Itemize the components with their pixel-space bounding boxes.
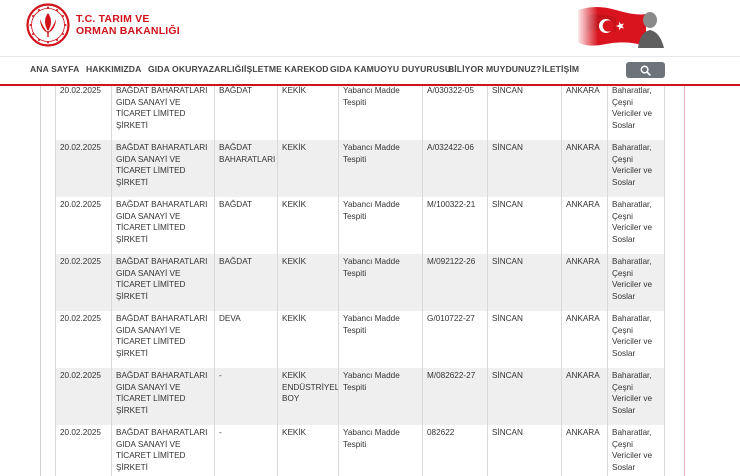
cell-category: Baharatlar, Çeşni Vericiler ve Soslar — [607, 425, 665, 476]
turkish-flag-banner — [576, 2, 664, 48]
cell-province: ANKARA — [561, 254, 607, 311]
cell-province: ANKARA — [561, 140, 607, 197]
cell-brand: - — [214, 368, 277, 425]
cell-reason: Yabancı Madde Tespiti — [338, 197, 422, 254]
cell-date: 20.02.2025 — [55, 254, 111, 311]
cell-date: 20.02.2025 — [55, 86, 111, 140]
cell-district: SİNCAN — [487, 311, 561, 368]
cell-date: 20.02.2025 — [55, 368, 111, 425]
table-row — [55, 86, 665, 140]
cell-batch: M/082622-27 — [422, 368, 487, 425]
cell-reason: Yabancı Madde Tespiti — [338, 140, 422, 197]
nav-item-gida-kamuoyu-duyurusu[interactable]: GIDA KAMUOYU DUYURUSU — [330, 64, 452, 74]
cell-district: SİNCAN — [487, 140, 561, 197]
cell-product: KEKİK — [277, 254, 338, 311]
cell-reason: Yabancı Madde Tespiti — [338, 86, 422, 140]
cell-date: 20.02.2025 — [55, 140, 111, 197]
cell-company: BAĞDAT BAHARATLARI GIDA SANAYİ VE TİCARET LİMİTED ŞİRKETİ — [111, 254, 214, 311]
cell-brand: BAĞDAT BAHARATLARI — [214, 140, 277, 197]
cell-reason: Yabancı Madde Tespiti — [338, 254, 422, 311]
search-icon — [640, 65, 651, 76]
cell-product: KEKİK — [277, 311, 338, 368]
cell-batch: A/032422-06 — [422, 140, 487, 197]
cell-company: BAĞDAT BAHARATLARI GIDA SANAYİ VE TİCARET LİMİTED ŞİRKETİ — [111, 425, 214, 476]
content-frame-left — [40, 86, 41, 476]
logo-line-2: ORMAN BAKANLIĞI — [76, 25, 180, 37]
table-row — [55, 197, 665, 254]
cell-category: Baharatlar, Çeşni Vericiler ve Soslar — [607, 254, 665, 311]
table-row — [55, 368, 665, 425]
cell-province: ANKARA — [561, 425, 607, 476]
site-logo[interactable] — [26, 3, 180, 47]
cell-company: BAĞDAT BAHARATLARI GIDA SANAYİ VE TİCARET LİMİTED ŞİRKETİ — [111, 197, 214, 254]
cell-batch: M/100322-21 — [422, 197, 487, 254]
cell-province: ANKARA — [561, 197, 607, 254]
cell-batch: M/092122-26 — [422, 254, 487, 311]
cell-province: ANKARA — [561, 311, 607, 368]
cell-date: 20.02.2025 — [55, 311, 111, 368]
cell-district: SİNCAN — [487, 425, 561, 476]
cell-district: SİNCAN — [487, 86, 561, 140]
table-row — [55, 311, 665, 368]
cell-category: Baharatlar, Çeşni Vericiler ve Soslar — [607, 311, 665, 368]
site-header — [0, 0, 740, 55]
table-row — [55, 254, 665, 311]
cell-product: KEKİK — [277, 86, 338, 140]
nav-item-isletme-karekod[interactable]: İŞLETME KAREKOD — [244, 64, 329, 74]
cell-reason: Yabancı Madde Tespiti — [338, 368, 422, 425]
cell-district: SİNCAN — [487, 254, 561, 311]
cell-brand: DEVA — [214, 311, 277, 368]
search-button[interactable] — [626, 62, 665, 78]
main-content — [0, 86, 740, 476]
cell-company: BAĞDAT BAHARATLARI GIDA SANAYİ VE TİCARET LİMİTED ŞİRKETİ — [111, 86, 214, 140]
cell-brand: BAĞDAT — [214, 86, 277, 140]
cell-company: BAĞDAT BAHARATLARI GIDA SANAYİ VE TİCARET LİMİTED ŞİRKETİ — [111, 368, 214, 425]
cell-batch: A/030322-05 — [422, 86, 487, 140]
nav-item-gida-okuryazarligi[interactable]: GIDA OKURYAZARLIĞI — [148, 64, 244, 74]
cell-company: BAĞDAT BAHARATLARI GIDA SANAYİ VE TİCARET LİMİTED ŞİRKETİ — [111, 140, 214, 197]
cell-product: KEKİK — [277, 197, 338, 254]
nav-item-iletisim[interactable]: İLETİŞİM — [542, 64, 580, 74]
cell-brand: BAĞDAT — [214, 197, 277, 254]
cell-date: 20.02.2025 — [55, 197, 111, 254]
cell-reason: Yabancı Madde Tespiti — [338, 425, 422, 476]
cell-district: SİNCAN — [487, 197, 561, 254]
nav-item-biliyor-muydunuz[interactable]: BİLİYOR MUYDUNUZ? — [448, 64, 542, 74]
cell-product: KEKİK — [277, 425, 338, 476]
ministry-emblem-icon — [26, 3, 70, 47]
cell-brand: BAĞDAT — [214, 254, 277, 311]
cell-category: Baharatlar, Çeşni Vericiler ve Soslar — [607, 86, 665, 140]
cell-reason: Yabancı Madde Tespiti — [338, 311, 422, 368]
cell-brand: - — [214, 425, 277, 476]
nav-item-hakkimizda[interactable]: HAKKIMIZDA — [86, 64, 142, 74]
nav-item-ana-sayfa[interactable]: ANA SAYFA — [30, 64, 80, 74]
table-row — [55, 140, 665, 197]
cell-batch: G/010722-27 — [422, 311, 487, 368]
cell-category: Baharatlar, Çeşni Vericiler ve Soslar — [607, 197, 665, 254]
cell-product: KEKİK — [277, 140, 338, 197]
cell-province: ANKARA — [561, 86, 607, 140]
content-frame-right — [684, 86, 685, 476]
table-row — [55, 425, 665, 476]
cell-product: KEKİK ENDÜSTRİYEL BOY — [277, 368, 338, 425]
cell-category: Baharatlar, Çeşni Vericiler ve Soslar — [607, 140, 665, 197]
cell-date: 20.02.2025 — [55, 425, 111, 476]
cell-batch: 082622 — [422, 425, 487, 476]
main-nav — [0, 57, 740, 84]
cell-province: ANKARA — [561, 368, 607, 425]
logo-text — [76, 13, 180, 37]
cell-company: BAĞDAT BAHARATLARI GIDA SANAYİ VE TİCARET LİMİTED ŞİRKETİ — [111, 311, 214, 368]
cell-district: SİNCAN — [487, 368, 561, 425]
cell-category: Baharatlar, Çeşni Vericiler ve Soslar — [607, 368, 665, 425]
logo-line-1: T.C. TARIM VE — [76, 13, 150, 25]
